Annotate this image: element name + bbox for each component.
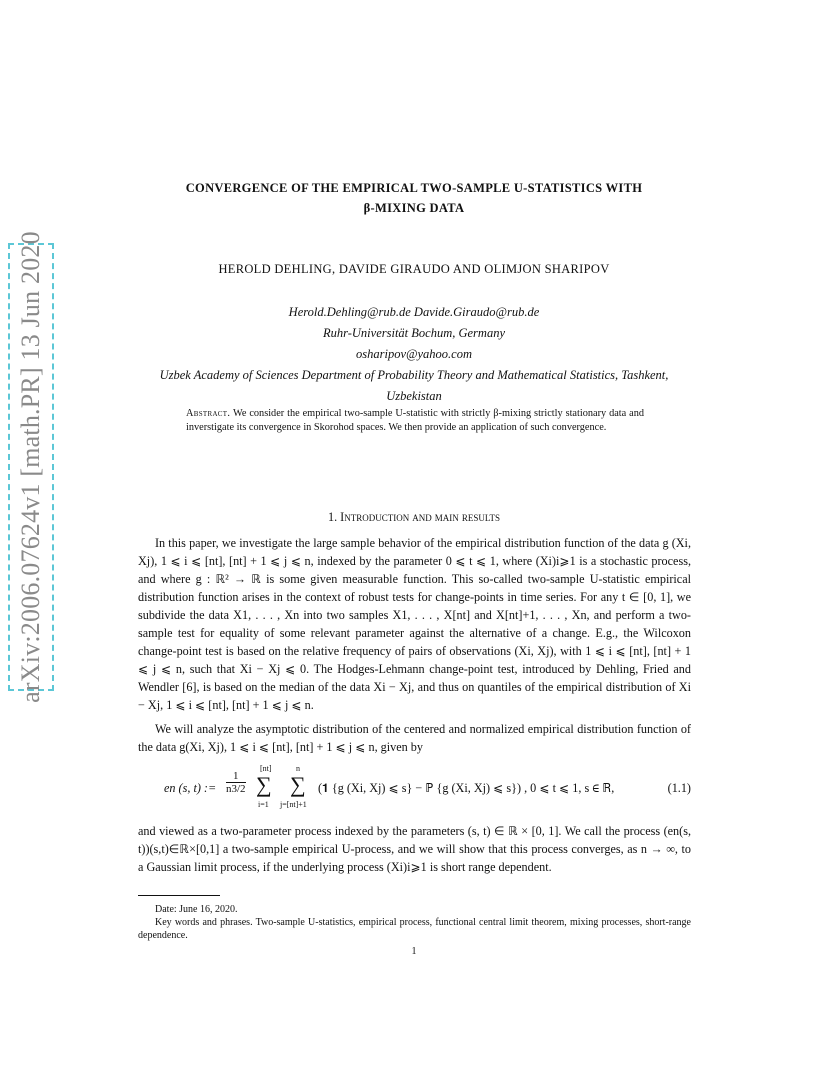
footnote-keywords: Key words and phrases. Two-sample U-statistics, empirical process, functional central limit theorem, mixing processes, short-range dependence. [138, 917, 691, 941]
title-line-2: β-MIXING DATA [363, 201, 465, 215]
authors: HEROLD DEHLING, DAVIDE GIRAUDO AND OLIMJON SHARIPOV [218, 262, 610, 276]
title-line-1: CONVERGENCE OF THE EMPIRICAL TWO-SAMPLE U-STATISTICS WITH [185, 181, 643, 195]
abstract [186, 407, 644, 434]
fraction-numerator: 1 [226, 770, 246, 783]
equation-body: (𝟏 {g (Xi, Xj) ⩽ s} − ℙ {g (Xi, Xj) ⩽ s}) , 0 ⩽ t ⩽ 1, s ∈ ℝ, [318, 781, 615, 795]
paragraph-1: In this paper, we investigate the large sample behavior of the empirical distribution function of the data g (Xi, Xj), 1 ⩽ i ⩽ [nt], [nt] + 1 ⩽ j ⩽ n, indexed by the parameter 0 ⩽ t ⩽ 1, where (Xi)i⩾1 is a stochastic process, and where g : ℝ² → ℝ is some given measurable function. This so-called two-sample U-statistic empirical distribution function arises in the context of robust tests for change-points in time series. For any t ∈ [0, 1], we subdivide the data X1, . . . , Xn into two samples X1, . . . , X[nt] and X[nt]+1, . . . , Xn, and perform a two-sample test for equality of some relevant parameter against the alternative of a change. E.g., the Wilcoxon change-point test is based on the relative frequency of pairs of observations (Xi, Xj), with 1 ⩽ i ⩽ [nt], [nt] + 1 ⩽ j ⩽ n, such that Xi − Xj ⩽ 0. The Hodges-Lehmann change-point test, introduced by Dehling, Fried and Wendler [6], is based on the median of the data Xi − Xj, and thus on quantiles of the empirical distribution of Xi − Xj, 1 ⩽ i ⩽ [nt], [nt] + 1 ⩽ j ⩽ n. [138, 536, 691, 712]
equation-fraction [226, 770, 246, 795]
paragraph-2: We will analyze the asymptotic distribution of the centered and normalized empirical distribution function of the data g(Xi, Xj), 1 ⩽ i ⩽ [nt], [nt] + 1 ⩽ j ⩽ n, given by [138, 722, 691, 754]
affiliation-university: Ruhr-Universität Bochum, Germany [322, 326, 505, 340]
affiliations [130, 302, 698, 407]
sum1-upper: [nt] [260, 764, 272, 773]
arxiv-stamp-text: arXiv:2006.07624v1 [math.PR] 13 Jun 2020 [16, 231, 45, 703]
footnotes [138, 903, 691, 942]
paper-title [0, 178, 828, 218]
page-number: 1 [411, 946, 417, 957]
affiliation-emails[interactable]: Herold.Dehling@rub.de Davide.Giraudo@rub.de [288, 305, 540, 319]
sum2-upper: n [296, 764, 300, 773]
sum2-sigma: ∑ [290, 772, 306, 797]
footnote-rule [138, 895, 220, 896]
affiliation-email-2[interactable]: osharipov@yahoo.com [356, 347, 472, 361]
equation-1-1 [138, 764, 691, 812]
abstract-label: Abstract. [186, 408, 231, 419]
footnote-date: Date: June 16, 2020. [155, 904, 238, 915]
affiliation-academy: Uzbek Academy of Sciences Department of Probability Theory and Mathematical Statistics, Tashkent, [159, 368, 669, 382]
section-heading: 1. Introduction and main results [327, 510, 501, 524]
sum1-sigma: ∑ [256, 772, 272, 797]
abstract-text: We consider the empirical two-sample U-statistic with strictly β-mixing strictly stationary data and inverstigate its convergence in Skorohod spaces. We then provide an application of such convergence. [186, 408, 645, 433]
sum1-lower: i=1 [258, 800, 269, 809]
equation-number: (1.1) [667, 781, 691, 795]
arxiv-stamp [8, 231, 54, 703]
sum2-lower: j=[nt]+1 [280, 800, 307, 809]
fraction-denominator: n3/2 [226, 783, 246, 795]
equation-lhs: en (s, t) := [164, 781, 217, 795]
affiliation-city: Uzbekistan [386, 389, 442, 403]
paragraph-3: and viewed as a two-parameter process indexed by the parameters (s, t) ∈ ℝ × [0, 1]. We call the process (en(s, t))(s,t)∈ℝ×[0,1] a two-sample empirical U-process, and we will show that this process converges, as n → ∞, to a Gaussian limit process, if the underlying process (Xi)i⩾1 is short range dependent. [138, 824, 691, 874]
